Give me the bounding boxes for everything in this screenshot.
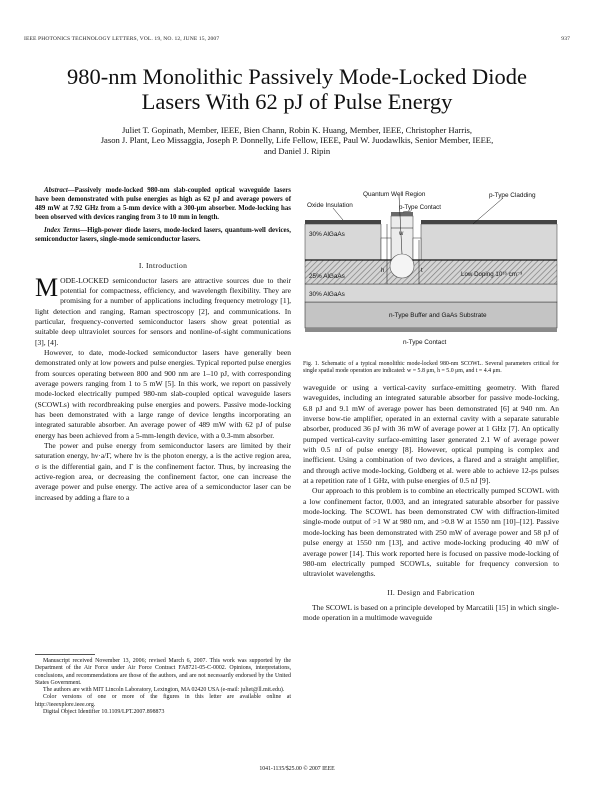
- authors-line-2: Jason J. Plant, Leo Missaggia, Joseph P. Donnelly, Life Fellow, IEEE, Paul W. Juodawlkis, Senior Member, IEEE,: [100, 135, 494, 146]
- label-p-cladding: p-Type Cladding: [489, 192, 536, 199]
- copyright-line: 1041-1135/$25.00 © 2007 IEEE: [259, 766, 335, 772]
- oxide-right: [421, 220, 557, 224]
- right-paragraph-3: The SCOWL is based on a principle developed by Marcatili [15] in which single-mode operation in a multimode waveguide: [303, 602, 559, 623]
- section-heading-introduction: I. Introduction: [138, 260, 188, 270]
- n-contact-layer: [305, 328, 557, 332]
- leader-oxide: [333, 208, 343, 220]
- oxide-left: [305, 220, 381, 224]
- label-h: h: [381, 268, 385, 274]
- authors-line-1: Juliet T. Gopinath, Member, IEEE, Bien Chann, Robin K. Huang, Member, IEEE, Christopher Harris,: [121, 125, 473, 135]
- footnote-affiliation: The authors are with MIT Lincoln Laboratory, Lexington, MA 02420 USA (e-mail: juliet@ll.mit.edu).: [43, 687, 285, 694]
- label-t: t: [421, 268, 423, 274]
- introduction-body: [35, 272, 291, 504]
- label-w: w: [399, 231, 404, 237]
- label-oxide: Oxide Insulation: [307, 202, 353, 209]
- label-algaas25: 25% AlGaAs: [309, 273, 345, 280]
- footnote-color: Color versions of one or more of the figures in this letter are available online at http://ieeexplore.ieee.org.: [35, 694, 291, 708]
- right-paragraph-2: Our approach to this problem is to combine an electrically pumped SCOWL with a low confinement factor, 0.003, and an integrated saturable absorber for passive mode-locking. The SCOWL has been demonstrated CW with diffraction-limited single-mode output of >1 W at 980 nm, and >0.8 W at 1550 nm [10]–[12]. Passive mode-locking has been demonstrated with 250 mW of average power and 58 pJ of pulse energy at 1550 nm [13], and active mode-locking producing 40 mW of average power [14]. This work reported here is focused on passive mode-locking of 980-nm electrically pumped SCOWLs, suitable for frequency conversion to ultraviolet wavelengths.: [303, 486, 559, 579]
- figure-caption: Fig. 1. Schematic of a typical monolithic mode-locked 980-nm SCOWL. Several parameters critical for single spatial mode operation are indicated: w = 5.8 μm, h = 5.0 μm, and t = 4.4 μm.: [303, 361, 559, 375]
- intro-paragraph-3: The power and pulse energy from semiconductor lasers are limited by their saturation energy, hν·a/Γ, where hν is the photon energy, a is the active region area, σ is the differential gain, and Γ is the confinement factor. Thus, by increasing the active-region area, or decreasing the confinement factor, one can increase the average power and pulse energy. The active area of a semiconductor laser can be increased by adding a flare to a: [35, 441, 291, 502]
- abstract-label: Abstract—: [44, 187, 75, 194]
- label-quantum-well: Quantum Well Region: [363, 191, 426, 198]
- optical-mode: [390, 254, 414, 278]
- algaas-top-left: [305, 224, 381, 260]
- leader-p-contact: [403, 211, 411, 212]
- figure-1: [303, 184, 559, 375]
- label-algaas30-top: 30% AlGaAs: [309, 231, 345, 238]
- section-heading-design: II. Design and Fabrication: [387, 587, 475, 597]
- p-contact: [391, 212, 413, 216]
- drop-cap: M: [35, 272, 59, 302]
- label-n-contact: n-Type Contact: [403, 339, 447, 346]
- page-number: 937: [561, 36, 570, 42]
- scowl-schematic: [303, 184, 559, 348]
- abstract-text: Passively mode-locked 980-nm slab-coupled optical waveguide lasers have been demonstrated with pulse energies as high as 62 pJ and average powers of 489 mW at 7.92 GHz from a 5-mm device with a 300-μm absorber. Mode-locking has been observed with devices ranging from 3 to 10 mm in length.: [35, 187, 291, 222]
- title-line-1: 980-nm Monolithic Passively Mode-Locked Diode: [67, 64, 527, 89]
- title-line-2: Lasers With 62 pJ of Pulse Energy: [141, 89, 453, 114]
- footnote-manuscript: Manuscript received November 13, 2006; revised March 6, 2007. This work was supported by the Department of the Air Force under Air Force Contract FA8721-05-C-0002. Opinions, interpretations, conclusions, and recommendations are those of the authors, and are not necessarily endorsed by the United States Government.: [35, 658, 291, 686]
- authors-line-3: and Daniel J. Ripin: [263, 145, 331, 156]
- label-p-contact: p-Type Contact: [399, 204, 441, 211]
- label-low-doping: Low Doping 10¹⁶ cm⁻³: [461, 271, 523, 278]
- abstract-block: [35, 186, 291, 245]
- running-header-journal: IEEE PHOTONICS TECHNOLOGY LETTERS, VOL. 19, NO. 12, JUNE 15, 2007: [24, 36, 220, 42]
- author-list: [24, 125, 570, 156]
- right-paragraph-1: waveguide or using a vertical-cavity surface-emitting geometry. With flared waveguides, including an integrated saturable absorber for passive mode-locking, 6.8 pJ and 9.1 mW of average power has been demonstrated [6] at 940 nm. An inverse bow-tie amplifier, operated in an external cavity with a separate saturable absorber, produced 36 pJ with 36 mW of average power at 1 GHz [7]. An optically pumped vertical-cavity surface-emitting laser generated 2.1 W of average power with 0.5 nJ of pulse energy [8]. However, optical pumping is complex and inefficient. Using a combination of two devices, a flared and a straight amplifier, and through active mode-locking, Goldberg et al. were able to achieve 12-ps pulses at a repetition rate of 1 GHz, with pulse energies of 0.5 nJ [9].: [303, 383, 559, 486]
- trench-right: [413, 238, 421, 260]
- paper-title: [20, 64, 574, 114]
- footnote-doi: Digital Object Identifier 10.1109/LPT.2007.898873: [43, 709, 165, 716]
- algaas-top-right: [421, 224, 557, 260]
- intro-paragraph-1: ODE-LOCKED semiconductor lasers are attractive sources due to their potential for compactness, efficiency, and wavelength flexibility. They are promising for a number of applications including frequency metrology [1], light detection and ranging, Raman spectroscopy [2], and communications. In particular, frequency-converted semiconductor lasers show great potential as suitable deep ultraviolet sources for sensors and nonline-of-sight communications [3], [4].: [35, 275, 291, 347]
- footnote-rule: [35, 654, 95, 655]
- trench-left: [381, 238, 391, 260]
- label-algaas30-bottom: 30% AlGaAs: [309, 291, 345, 298]
- intro-paragraph-2: However, to date, mode-locked semiconductor lasers have generally been demonstrated only at low powers and pulse energies. Typical reported pulse energies from sources operating between 800 and 900 nm are 1–10 pJ, with corresponding average powers ranging from 1 to 5 mW [5]. In this work, we report on passively mode-locked electrically pumped 980-nm slab-coupled optical waveguide lasers (SCOWLs) with recordbreaking pulse energies and powers. Passive mode-locking has been demonstrated with a large range of device lengths incorporating an integrated saturable absorber. An average power of 489 mW with 62 pJ of pulse energy has been achieved from a 5-mm-length device, with a 0.3-mm absorber.: [35, 347, 291, 440]
- label-buffer: n-Type Buffer and GaAs Substrate: [389, 312, 487, 319]
- left-column: [35, 186, 291, 503]
- index-terms-text: High-power diode lasers, mode-locked lasers, quantum-well devices, semiconductor lasers, single-mode semiconductor lasers.: [35, 227, 291, 244]
- index-terms-label: Index Terms—: [44, 227, 88, 235]
- right-column: [303, 383, 559, 624]
- footnotes: [35, 654, 291, 716]
